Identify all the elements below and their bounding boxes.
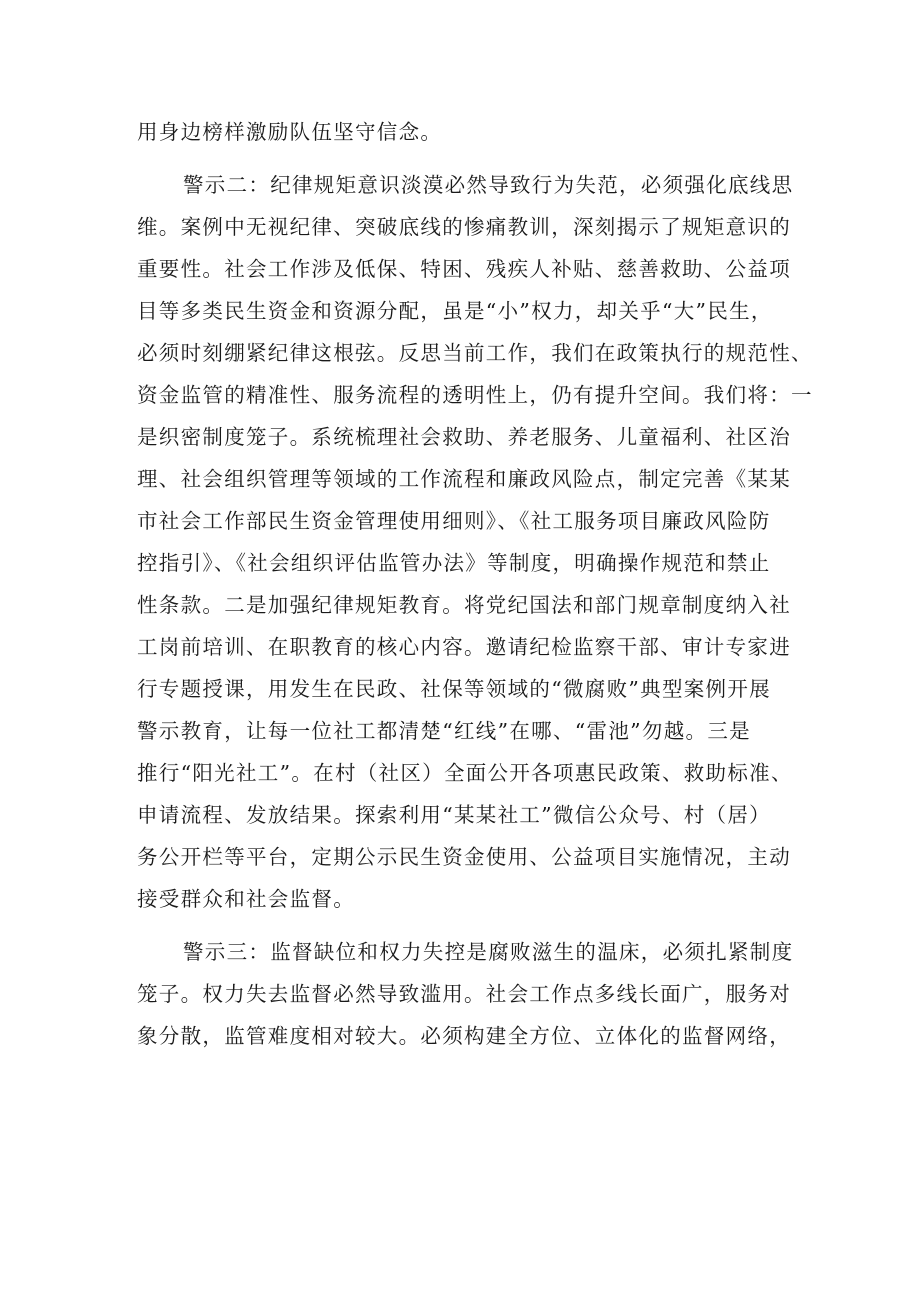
text-line: 性条款。二是加强纪律规矩教育。将党纪国法和部门规章制度纳入社 — [137, 593, 791, 617]
text-line: 推行“阳光社工”。在村（社区）全面公开各项惠民政策、救助标准、 — [137, 761, 793, 785]
paragraph-warning-two — [137, 164, 813, 920]
text-line: 接受群众和社会监督。 — [137, 887, 355, 911]
text-line: 控指引》、《社会组织评估监管办法》等制度，明确操作规范和禁止 — [137, 551, 771, 575]
text-line: 务公开栏等平台，定期公示民生资金使用、公益项目实施情况，主动 — [137, 845, 791, 869]
text-line: 用身边榜样激励队伍坚守信念。 — [137, 120, 443, 144]
text-line: 维。案例中无视纪律、突破底线的惨痛教训，深刻揭示了规矩意识的 — [137, 215, 791, 239]
text-line: 工岗前培训、在职教育的核心内容。邀请纪检监察干部、审计专家进 — [137, 635, 791, 659]
text-line: 市社会工作部民生资金管理使用细则》、《社工服务项目廉政风险防 — [137, 509, 771, 533]
paragraph-warning-three — [137, 931, 797, 1057]
text-line: 行专题授课，用发生在民政、社保等领域的“微腐败”典型案例开展 — [137, 677, 771, 701]
paragraph-gap — [137, 920, 797, 931]
text-line: 必须时刻绷紧纪律这根弦。反思当前工作，我们在政策执行的规范性、 — [137, 341, 813, 365]
paragraph-continuation — [137, 111, 797, 153]
text-line: 理、社会组织管理等领域的工作流程和廉政风险点，制定完善《某某 — [137, 467, 791, 491]
text-line: 警示三：监督缺位和权力失控是腐败滋生的温床，必须扎紧制度 — [183, 940, 794, 964]
text-line: 象分散，监管难度相对较大。必须构建全方位、立体化的监督网络， — [137, 1024, 791, 1048]
paragraph-gap — [137, 153, 797, 164]
document-body — [137, 111, 813, 1057]
text-line: 重要性。社会工作涉及低保、特困、残疾人补贴、慈善救助、公益项 — [137, 257, 791, 281]
text-line: 申请流程、发放结果。探索利用“某某社工”微信公众号、村（居） — [137, 803, 771, 827]
text-line: 目等多类民生资金和资源分配，虽是“小”权力，却关乎“大”民生， — [137, 299, 773, 323]
text-line: 笼子。权力失去监督必然导致滥用。社会工作点多线长面广，服务对 — [137, 982, 791, 1006]
text-line: 警示教育，让每一位社工都清楚“红线”在哪、“雷池”勿越。三是 — [137, 719, 751, 743]
text-line: 资金监管的精准性、服务流程的透明性上，仍有提升空间。我们将：一 — [137, 383, 813, 407]
text-line: 是织密制度笼子。系统梳理社会救助、养老服务、儿童福利、社区治 — [137, 425, 791, 449]
text-line: 警示二：纪律规矩意识淡漠必然导致行为失范，必须强化底线思 — [183, 173, 794, 197]
